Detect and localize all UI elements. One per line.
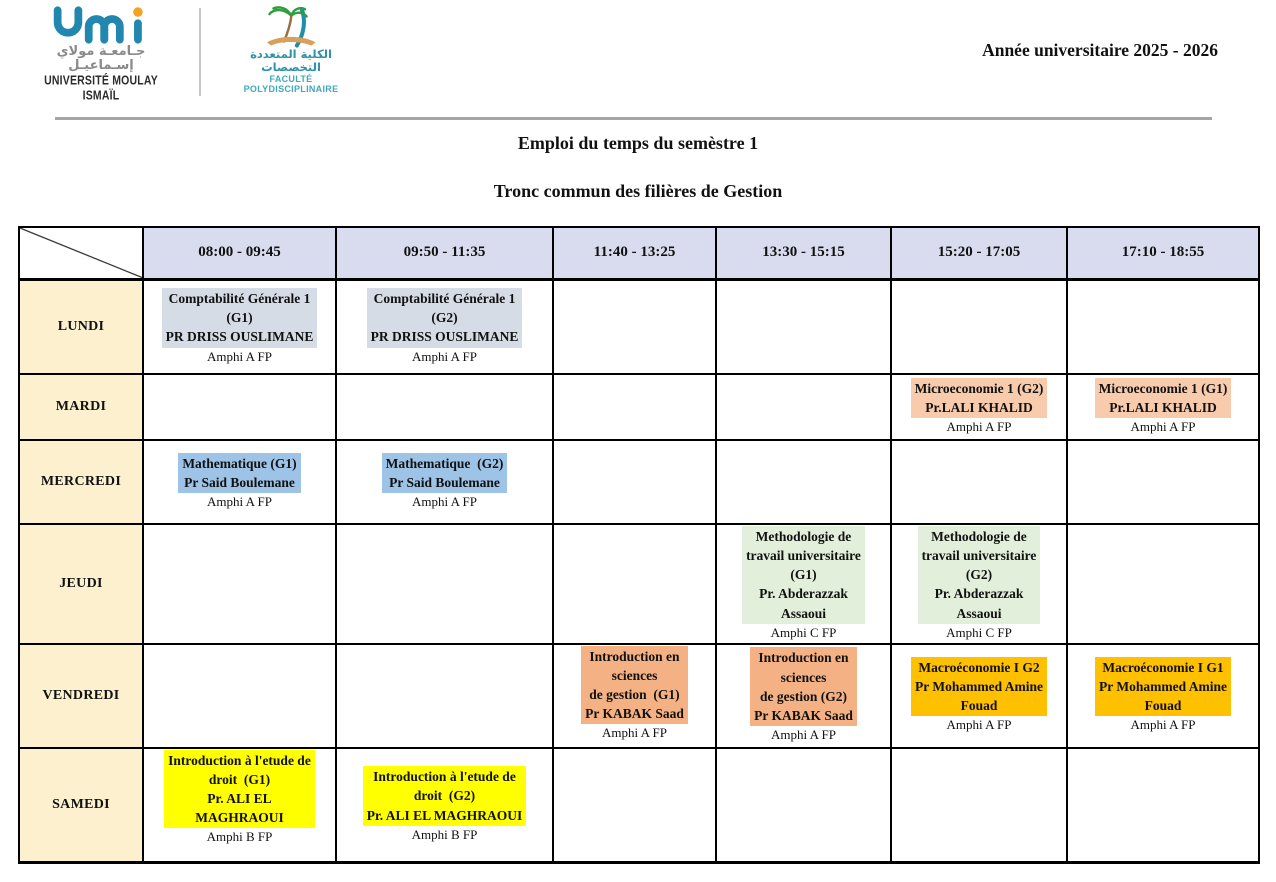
timetable-cell	[1067, 644, 1259, 748]
timetable-cell	[143, 644, 336, 748]
course-block	[581, 646, 688, 725]
course-line: (G1)	[790, 567, 817, 583]
course-line: travail universitaire	[746, 548, 861, 564]
day-cell-vendredi: VENDREDI	[19, 644, 143, 748]
timetable-cell	[143, 374, 336, 440]
timetable-body	[19, 227, 1259, 863]
course-line: Microeconomie 1 (G1)	[1098, 380, 1228, 396]
course-line: (G2)	[431, 310, 458, 326]
course-line: Fouad	[960, 698, 998, 714]
course-line: Methodologie de	[931, 529, 1027, 544]
timetable-cell	[553, 374, 716, 440]
timetable-cell	[891, 279, 1067, 374]
course-line: Pr. Abderazzak	[759, 586, 848, 602]
timetable-cell	[336, 748, 553, 863]
course-block	[742, 526, 865, 624]
timetable-cell	[143, 524, 336, 644]
course-line: Comptabilité Générale 1	[168, 291, 311, 307]
course-line: de gestion (G2)	[759, 688, 847, 704]
room-label: Amphi A FP	[1130, 717, 1196, 733]
time-slot-header-0: 08:00 - 09:45	[143, 227, 336, 279]
header-rule	[55, 117, 1212, 120]
course-block	[1095, 378, 1232, 418]
timetable-cell	[891, 748, 1067, 863]
course-line: Pr. ALI EL MAGHRAOUI	[366, 807, 523, 823]
timetable-cell	[716, 524, 891, 644]
room-label: Amphi B FP	[206, 829, 273, 845]
course-line: Microeconomie 1 (G2)	[914, 380, 1044, 396]
day-row-vendredi	[19, 644, 1259, 748]
day-row-samedi	[19, 748, 1259, 863]
timetable-cell	[1067, 524, 1259, 644]
course-line: Introduction en	[758, 650, 849, 666]
palm-tree-icon	[263, 6, 320, 48]
umi-mark-icon	[49, 6, 153, 44]
course-block	[164, 750, 315, 829]
fp-latin-name: FACULTÉ POLYDISCIPLINAIRE	[243, 74, 339, 95]
timetable-cell	[553, 524, 716, 644]
course-line: Pr KABAK Saad	[754, 707, 853, 723]
timetable-cell	[553, 748, 716, 863]
time-slot-header-5: 17:10 - 18:55	[1067, 227, 1259, 279]
page-subtitle: Tronc commun des filières de Gestion	[493, 181, 783, 201]
timetable-cell	[891, 524, 1067, 644]
course-line: Pr Said Boulemane	[389, 475, 500, 491]
course-block	[178, 453, 300, 493]
timetable-cell	[1067, 279, 1259, 374]
day-cell-mardi: MARDI	[19, 374, 143, 440]
course-line: Macroéconomie I G2	[918, 659, 1040, 675]
course-line: Mathematique (G2)	[385, 455, 504, 471]
timetable-cell	[143, 748, 336, 863]
course-line: Introduction en	[589, 648, 680, 664]
course-line: MAGHRAOUI	[195, 810, 284, 826]
room-label: Amphi A FP	[1130, 419, 1196, 435]
timetable-cell	[336, 374, 553, 440]
corner-diagonal-icon	[20, 228, 142, 278]
room-label: Amphi A FP	[601, 725, 668, 741]
course-line: Methodologie de	[755, 529, 852, 544]
time-slot-header-4: 15:20 - 17:05	[891, 227, 1067, 279]
course-line: Pr.LALI KHALID	[925, 400, 1033, 416]
course-line: droit (G1)	[208, 771, 271, 787]
course-block	[911, 378, 1048, 418]
room-label: Amphi A FP	[770, 727, 837, 743]
timetable-cell	[1067, 374, 1259, 440]
timetable-table	[18, 226, 1260, 864]
course-line: de gestion (G1)	[589, 686, 680, 702]
course-line: Pr Mohammed Amine	[1099, 679, 1227, 695]
course-line: droit (G2)	[413, 788, 476, 804]
course-line: Pr.LALI KHALID	[1109, 400, 1217, 416]
timetable-cell	[716, 374, 891, 440]
course-block	[911, 657, 1047, 716]
corner-cell	[19, 227, 143, 279]
timetable-cell	[1067, 748, 1259, 863]
fp-logo	[221, 6, 361, 100]
course-line: Pr KABAK Saad	[585, 706, 684, 722]
course-line: Mathematique (G1)	[182, 455, 297, 471]
course-block	[918, 526, 1041, 624]
timetable-cell	[336, 279, 553, 374]
day-cell-mercredi: MERCREDI	[19, 440, 143, 524]
course-line: Pr. ALI EL	[207, 790, 272, 806]
academic-year: Année universitaire 2025 - 2026	[982, 40, 1218, 60]
course-block	[363, 766, 527, 825]
timetable-cell	[716, 644, 891, 748]
timetable-cell	[891, 374, 1067, 440]
timetable-cell	[336, 644, 553, 748]
timetable-cell	[891, 644, 1067, 748]
room-label: Amphi A FP	[946, 717, 1012, 733]
day-cell-lundi: LUNDI	[19, 279, 143, 374]
timetable-cell	[553, 440, 716, 524]
timetable-cell	[553, 279, 716, 374]
day-cell-samedi: SAMEDI	[19, 748, 143, 863]
course-line: Macroéconomie I G1	[1102, 659, 1224, 675]
fp-arabic-name: الكلية المتعددة التخصصات	[250, 47, 332, 75]
course-line: travail universitaire	[921, 548, 1037, 564]
course-line: (G1)	[226, 310, 253, 326]
room-label: Amphi A FP	[206, 494, 273, 510]
room-label: Amphi A FP	[946, 419, 1012, 435]
course-line: Pr. Abderazzak	[934, 586, 1024, 602]
umi-arabic-name: جـامعـة مولاي إسـماعيـل	[56, 44, 146, 74]
course-line: Introduction à l'etude de	[373, 769, 516, 785]
logo-divider	[199, 8, 201, 96]
timetable-cell	[143, 279, 336, 374]
room-label: Amphi C FP	[770, 624, 837, 640]
course-line: Pr Mohammed Amine	[915, 679, 1043, 695]
time-header-row	[19, 227, 1259, 279]
course-block	[750, 647, 857, 726]
timetable-cell	[336, 440, 553, 524]
course-line: PR DRISS OUSLIMANE	[165, 329, 314, 345]
timetable-cell	[891, 440, 1067, 524]
course-line: Assaoui	[956, 605, 1002, 621]
course-block	[1095, 657, 1231, 716]
room-label: Amphi A FP	[411, 348, 478, 364]
timetable-cell	[553, 644, 716, 748]
timetable-cell	[336, 524, 553, 644]
timetable-cell	[716, 440, 891, 524]
day-cell-jeudi: JEUDI	[19, 524, 143, 644]
course-block	[162, 288, 318, 347]
time-slot-header-1: 09:50 - 11:35	[336, 227, 553, 279]
room-label: Amphi A FP	[411, 494, 478, 510]
time-slot-header-3: 13:30 - 15:15	[716, 227, 891, 279]
timetable-cell	[716, 279, 891, 374]
course-block	[382, 453, 508, 493]
day-row-jeudi	[19, 524, 1259, 644]
umi-logo	[25, 6, 177, 103]
umi-latin-name: UNIVERSITÉ MOULAY ISMAÏL	[44, 72, 158, 103]
room-label: Amphi A FP	[206, 348, 273, 364]
day-row-lundi	[19, 279, 1259, 374]
course-line: (G2)	[965, 567, 993, 583]
course-line: Assaoui	[780, 605, 826, 621]
course-line: Introduction à l'etude de	[168, 752, 311, 768]
course-line: Fouad	[1144, 698, 1182, 714]
room-label: Amphi C FP	[946, 624, 1012, 640]
timetable-cell	[716, 748, 891, 863]
timetable-cell	[143, 440, 336, 524]
room-label: Amphi B FP	[411, 826, 478, 842]
page-title: Emploi du temps du semèstre 1	[517, 133, 759, 153]
course-line: sciences	[611, 667, 658, 683]
day-row-mardi	[19, 374, 1259, 440]
timetable	[18, 226, 1260, 864]
header-logos	[25, 6, 361, 103]
course-line: Pr Said Boulemane	[184, 475, 295, 491]
course-block	[367, 288, 523, 347]
time-slot-header-2: 11:40 - 13:25	[553, 227, 716, 279]
timetable-cell	[1067, 440, 1259, 524]
course-line: sciences	[780, 669, 827, 685]
course-line: Comptabilité Générale 1	[373, 291, 516, 307]
day-row-mercredi	[19, 440, 1259, 524]
course-line: PR DRISS OUSLIMANE	[370, 329, 519, 345]
